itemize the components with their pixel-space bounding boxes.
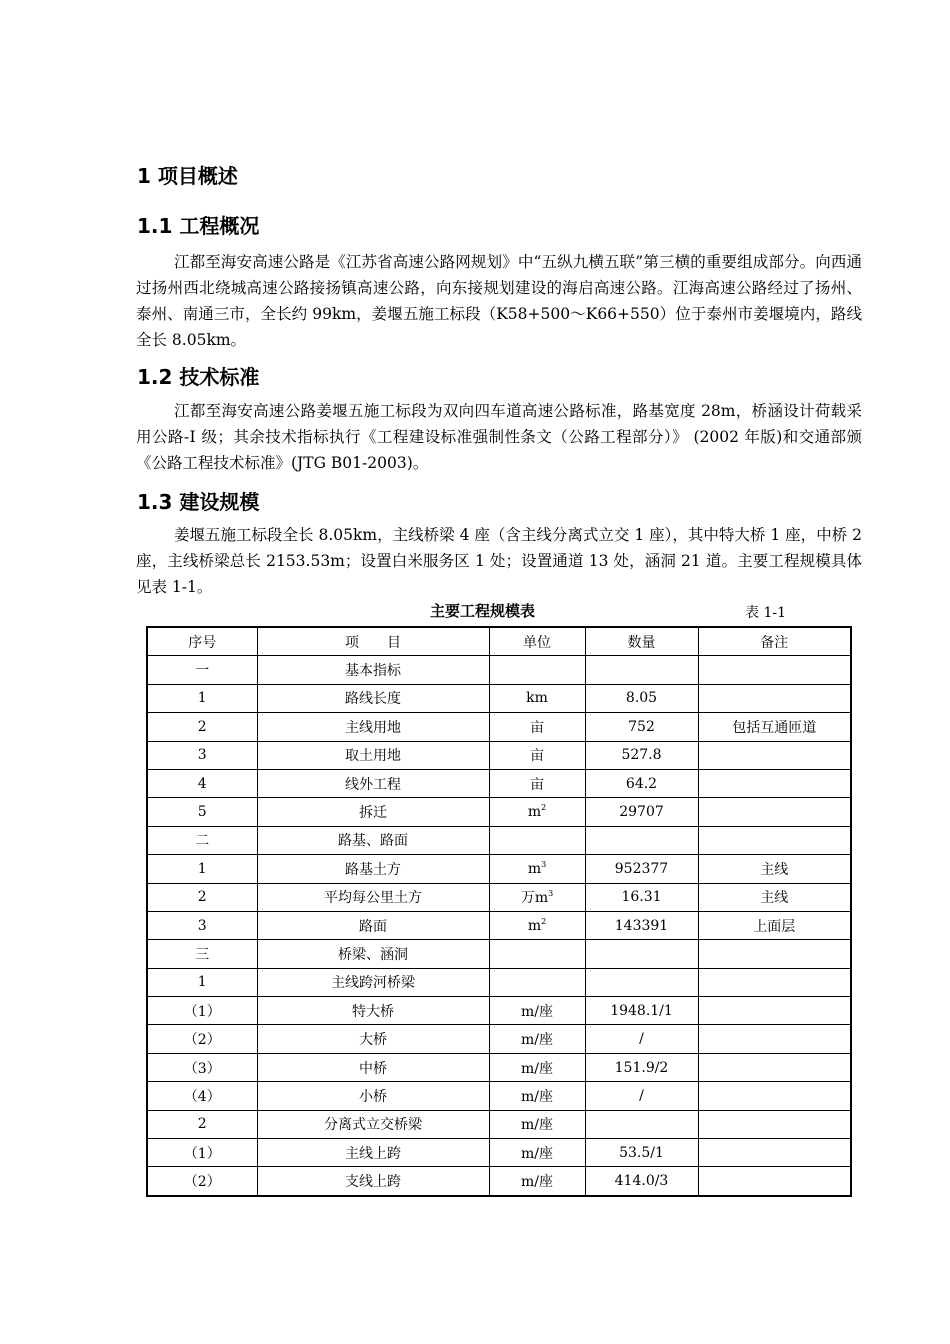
cell-unit: $m^2$: [489, 911, 585, 939]
cell-unit: $m^2$: [489, 798, 585, 826]
cell-seq: 1: [147, 855, 257, 883]
cell-unit: m/座: [489, 1053, 585, 1081]
cell-item: 支线上跨: [257, 1167, 489, 1196]
cell-quantity: [585, 968, 698, 996]
table-row: [147, 798, 851, 826]
table-row: [147, 997, 851, 1025]
table-row: [147, 883, 851, 911]
cell-unit: m/座: [489, 1082, 585, 1110]
cell-seq: 1: [147, 968, 257, 996]
header-remark: 备注: [698, 627, 851, 656]
cell-seq: 三: [147, 940, 257, 968]
cell-quantity: 143391: [585, 911, 698, 939]
cell-item: 基本指标: [257, 656, 489, 684]
table-header-row: [147, 627, 851, 656]
cell-quantity: 8.05: [585, 684, 698, 712]
table-row: [147, 1082, 851, 1110]
cell-unit: [489, 968, 585, 996]
cell-quantity: 752: [585, 713, 698, 741]
cell-quantity: 64.2: [585, 769, 698, 797]
header-unit: 单位: [489, 627, 585, 656]
cell-quantity: 29707: [585, 798, 698, 826]
cell-quantity: [585, 826, 698, 854]
table-row: [147, 1139, 851, 1167]
table-row: [147, 1110, 851, 1138]
cell-remark: [698, 1082, 851, 1110]
cell-quantity: 952377: [585, 855, 698, 883]
cell-remark: [698, 769, 851, 797]
table-row: [147, 656, 851, 684]
cell-seq: （2）: [147, 1167, 257, 1196]
cell-unit: m/座: [489, 1110, 585, 1138]
cell-unit: $m^3$: [489, 855, 585, 883]
cell-seq: （3）: [147, 1053, 257, 1081]
header-item: 项 目: [257, 627, 489, 656]
cell-unit: 亩: [489, 713, 585, 741]
paragraph-engineering-overview: 江都至海安高速公路是《江苏省高速公路网规划》中“五纵九横五联”第三横的重要组成部分。向西通过扬州西北绕城高速公路接扬镇高速公路，向东接规划建设的海启高速公路。江海高速公路经过了扬州、泰州、南通三市，全长约 99km，姜堰五施工标段（K58+500～K66+550）位于泰州市姜堰境内，路线全长 8.05km。: [136, 253, 862, 349]
cell-remark: [698, 968, 851, 996]
paragraph-construction-scale: 姜堰五施工标段全长 8.05km，主线桥梁 4 座（含主线分离式立交 1 座），其中特大桥 1 座，中桥 2 座，主线桥梁总长 2153.53m；设置白米服务区 1 处；设置通道 13 处，涵洞 21 道。主要工程规模具体见表 1-1。: [136, 526, 863, 596]
cell-quantity: [585, 656, 698, 684]
table-row: [147, 684, 851, 712]
cell-quantity: 414.0/3: [585, 1167, 698, 1196]
cell-remark: 主线: [698, 883, 851, 911]
cell-seq: （4）: [147, 1082, 257, 1110]
cell-remark: [698, 741, 851, 769]
cell-unit: [489, 940, 585, 968]
cell-item: 取土用地: [257, 741, 489, 769]
table-row: [147, 713, 851, 741]
cell-seq: 3: [147, 911, 257, 939]
cell-item: 主线跨河桥梁: [257, 968, 489, 996]
cell-item: 小桥: [257, 1082, 489, 1110]
table-row: [147, 940, 851, 968]
table-row: [147, 826, 851, 854]
cell-quantity: [585, 1110, 698, 1138]
cell-remark: [698, 1025, 851, 1053]
table-row: [147, 911, 851, 939]
cell-item: 拆迁: [257, 798, 489, 826]
cell-unit: m/座: [489, 997, 585, 1025]
cell-remark: 主线: [698, 855, 851, 883]
cell-remark: [698, 826, 851, 854]
cell-unit: km: [489, 684, 585, 712]
table-title: 主要工程规模表: [430, 602, 536, 620]
cell-remark: 包括互通匝道: [698, 713, 851, 741]
cell-unit: m/座: [489, 1025, 585, 1053]
table-row: [147, 855, 851, 883]
cell-seq: （1）: [147, 1139, 257, 1167]
cell-unit: 亩: [489, 741, 585, 769]
cell-seq: 5: [147, 798, 257, 826]
cell-seq: 1: [147, 684, 257, 712]
cell-remark: [698, 1053, 851, 1081]
cell-item: 路基土方: [257, 855, 489, 883]
cell-remark: [698, 684, 851, 712]
cell-item: 路面: [257, 911, 489, 939]
heading-engineering-overview: 1.1 工程概况: [137, 214, 260, 238]
cell-seq: 一: [147, 656, 257, 684]
cell-quantity: 53.5/1: [585, 1139, 698, 1167]
cell-quantity: [585, 940, 698, 968]
cell-remark: [698, 798, 851, 826]
cell-item: 特大桥: [257, 997, 489, 1025]
cell-item: 主线用地: [257, 713, 489, 741]
cell-remark: [698, 1139, 851, 1167]
heading-technical-standards: 1.2 技术标准: [137, 365, 260, 389]
heading-construction-scale: 1.3 建设规模: [137, 490, 260, 514]
paragraph-technical-standards: 江都至海安高速公路姜堰五施工标段为双向四车道高速公路标准，路基宽度 28m，桥涵设计荷载采用公路-Ⅰ 级；其余技术指标执行《工程建设标准强制性条文（公路工程部分）》 (2002 年版)和交通部颁《公路工程技术标准》(JTG B01-2003)。: [136, 402, 862, 472]
cell-item: 中桥: [257, 1053, 489, 1081]
table-body: [147, 656, 851, 1196]
cell-unit: m/座: [489, 1167, 585, 1196]
cell-unit: [489, 826, 585, 854]
cell-quantity: 16.31: [585, 883, 698, 911]
cell-quantity: 151.9/2: [585, 1053, 698, 1081]
cell-remark: [698, 1167, 851, 1196]
table-row: [147, 741, 851, 769]
table-row: [147, 968, 851, 996]
cell-quantity: 1948.1/1: [585, 997, 698, 1025]
cell-item: 大桥: [257, 1025, 489, 1053]
cell-seq: 二: [147, 826, 257, 854]
cell-item: 线外工程: [257, 769, 489, 797]
cell-item: 路基、路面: [257, 826, 489, 854]
cell-quantity: /: [585, 1082, 698, 1110]
cell-unit: 亩: [489, 769, 585, 797]
cell-seq: 2: [147, 883, 257, 911]
header-seq: 序号: [147, 627, 257, 656]
cell-seq: 3: [147, 741, 257, 769]
cell-quantity: 527.8: [585, 741, 698, 769]
cell-seq: 4: [147, 769, 257, 797]
cell-item: 路线长度: [257, 684, 489, 712]
table-row: [147, 1053, 851, 1081]
table-row: [147, 1167, 851, 1196]
header-quantity: 数量: [585, 627, 698, 656]
cell-seq: 2: [147, 713, 257, 741]
cell-unit: 万$m^3$: [489, 883, 585, 911]
project-scale-table: [146, 626, 852, 1197]
cell-unit: m/座: [489, 1139, 585, 1167]
cell-item: 桥梁、涵洞: [257, 940, 489, 968]
cell-remark: [698, 997, 851, 1025]
table-number: 表 1-1: [745, 605, 786, 621]
cell-unit: [489, 656, 585, 684]
cell-seq: （2）: [147, 1025, 257, 1053]
cell-remark: 上面层: [698, 911, 851, 939]
cell-item: 分离式立交桥梁: [257, 1110, 489, 1138]
cell-remark: [698, 1110, 851, 1138]
heading-project-overview: 1 项目概述: [137, 164, 238, 188]
cell-item: 平均每公里土方: [257, 883, 489, 911]
cell-remark: [698, 940, 851, 968]
table-row: [147, 769, 851, 797]
table-row: [147, 1025, 851, 1053]
cell-remark: [698, 656, 851, 684]
cell-seq: （1）: [147, 997, 257, 1025]
cell-quantity: /: [585, 1025, 698, 1053]
cell-item: 主线上跨: [257, 1139, 489, 1167]
cell-seq: 2: [147, 1110, 257, 1138]
